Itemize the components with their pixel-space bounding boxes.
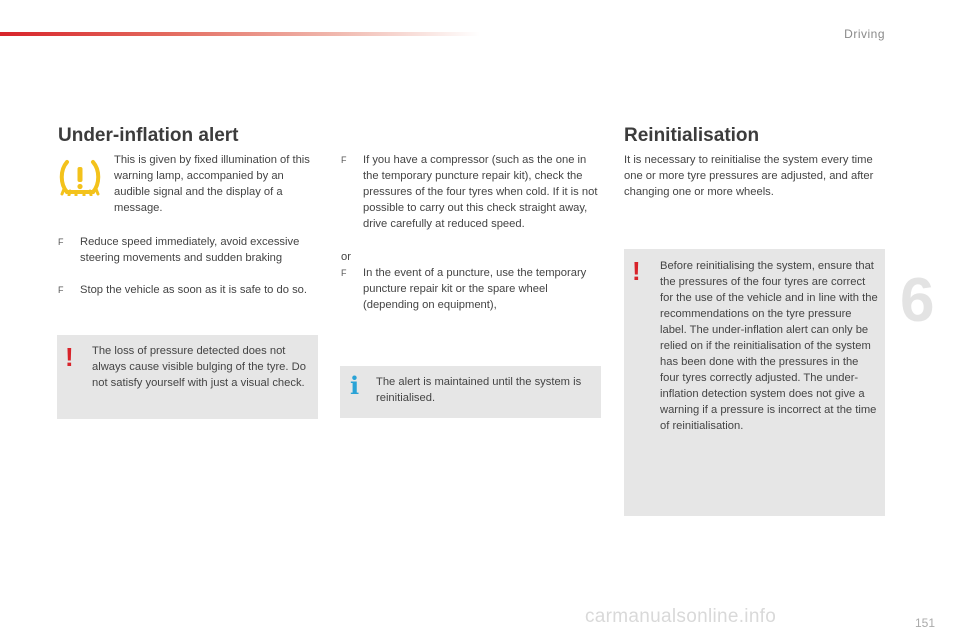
bullet-text: If you have a compressor (such as the one in the temporary puncture repair kit), check the pressures of the four tyres when cold. If it is not possible to carry out this check straight away, drive carefully at reduced speed. [363,154,598,230]
bullet-marker: F [58,237,64,247]
pressure-loss-warning-box [57,335,318,419]
warning-exclamation-icon: ! [65,342,74,372]
info-icon: i [350,371,360,400]
or-separator: or [341,251,351,263]
reinitialisation-warning-box [624,249,885,516]
bullet-marker: F [58,285,64,295]
bullet-stop-vehicle [58,282,320,298]
chapter-number: 6 [900,266,935,335]
under-inflation-intro: This is given by fixed illumination of this warning lamp, accompanied by an audible signal and the display of a message. [114,154,310,214]
section-title: Driving [844,27,885,41]
watermark-text: carmanualsonline.info [585,606,777,627]
bullet-reduce-speed [58,234,320,266]
reinitialisation-intro: It is necessary to reinitialise the system every time one or more tyre pressures are adjusted, and after changing one or more wheels. [624,154,874,198]
pressure-loss-warning-text: The loss of pressure detected does not always cause visible bulging of the tyre. Do not satisfy yourself with just a visual check. [92,345,306,389]
reinitialisation-warning-text: Before reinitialising the system, ensure that the pressures of the four tyres are correct for the use of the vehicle and in line with the recommendations on the tyre pressure label. The under-inflation alert can only be relied on if the reinitialisation of the system has been done with the pressures in the four tyres correctly adjusted. The under-inflation detection system does not give a warning if a pressure is incorrect at the time of reinitialisation. [660,260,878,432]
alert-info-box [340,366,601,418]
bullet-text: Reduce speed immediately, avoid excessive steering movements and sudden braking [80,236,300,264]
reinitialisation-title: Reinitialisation [624,125,760,146]
bullet-text: Stop the vehicle as soon as it is safe to do so. [80,284,307,296]
bullet-marker: F [341,268,347,278]
bullet-marker: F [341,155,347,165]
page-number: 151 [915,616,936,630]
bullet-puncture [341,265,603,313]
warning-exclamation-icon: ! [632,256,641,286]
header-accent-bar [0,32,480,36]
alert-info-text: The alert is maintained until the system is reinitialised. [376,376,582,404]
bullet-compressor [341,152,603,232]
tyre-pressure-warning-icon [58,158,102,196]
under-inflation-title: Under-inflation alert [58,125,239,146]
bullet-text: In the event of a puncture, use the temporary puncture repair kit or the spare wheel (depending on equipment), [363,267,587,311]
